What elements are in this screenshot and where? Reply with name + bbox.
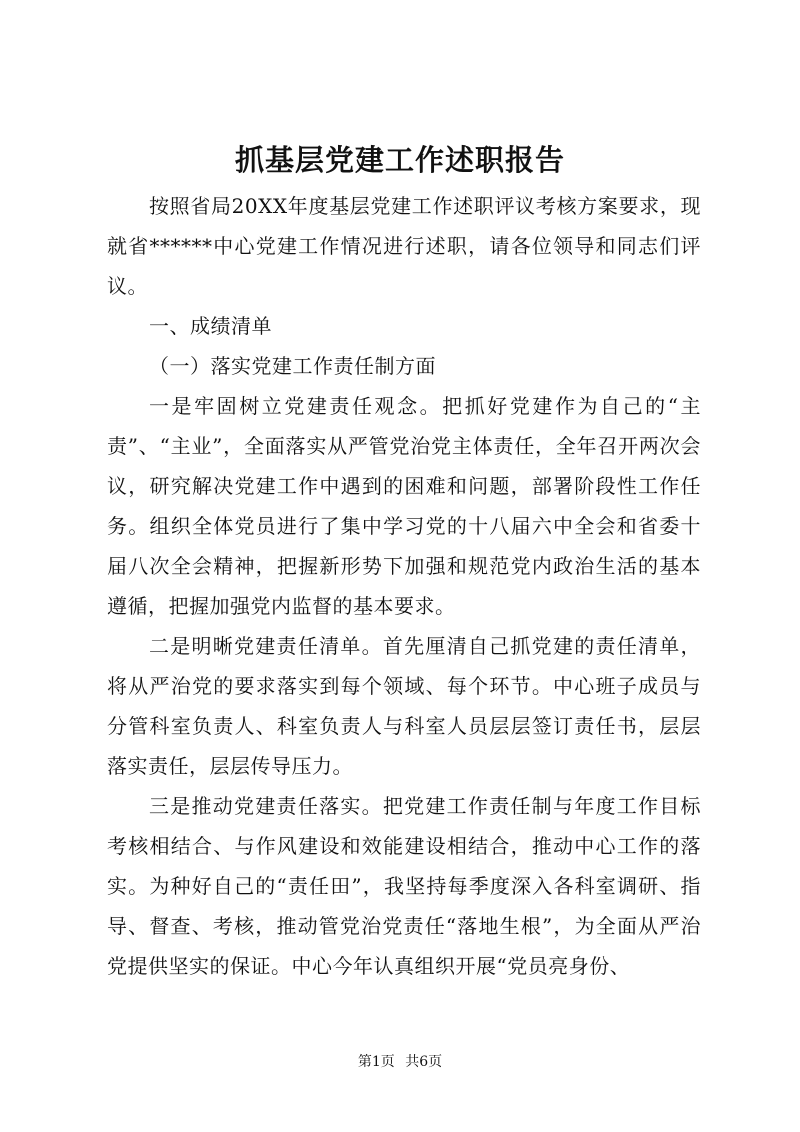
subsection-heading: （一）落实党建工作责任制方面 [149, 354, 436, 378]
document-body [107, 186, 701, 986]
paragraph-point-two: 二是明晰党建责任清单。首先厘清自己抓党建的责任清单，将从严治党的要求落实到每个领域、每个环节。中心班子成员与分管科室负责人、科室负责人与科室人员层层签订责任书，层层落实责任，层层传导压力。 [107, 634, 701, 778]
paragraph-intro: 按照省局20XX年度基层党建工作述职评议考核方案要求，现就省******中心党建工作情况进行述职，请各位领导和同志们评议。 [107, 194, 701, 298]
page-number: 第1页 [357, 1054, 395, 1070]
paragraph-point-three: 三是推动党建责任落实。把党建工作责任制与年度工作目标考核相结合、与作风建设和效能建设相结合，推动中心工作的落实。为种好自己的“责任田”，我坚持每季度深入各科室调研、指导、督查、考核，推动管党治党责任“落地生根”，为全面从严治党提供坚实的保证。中心今年认真组织开展“党员亮身份、 [107, 794, 701, 978]
document-title: 抓基层党建工作述职报告 [234, 143, 565, 177]
page-footer [0, 1052, 800, 1072]
paragraph-point-one: 一是牢固树立党建责任观念。把抓好党建作为自己的“主责”、“主业”，全面落实从严管党治党主体责任，全年召开两次会议，研究解决党建工作中遇到的困难和问题，部署阶段性工作任务。组织全体党员进行了集中学习党的十八届六中全会和省委十届八次全会精神，把握新形势下加强和规范党内政治生活的基本遵循，把握加强党内监督的基本要求。 [107, 394, 701, 618]
page-total: 共6页 [405, 1054, 443, 1070]
section-heading: 一、成绩清单 [149, 314, 272, 338]
